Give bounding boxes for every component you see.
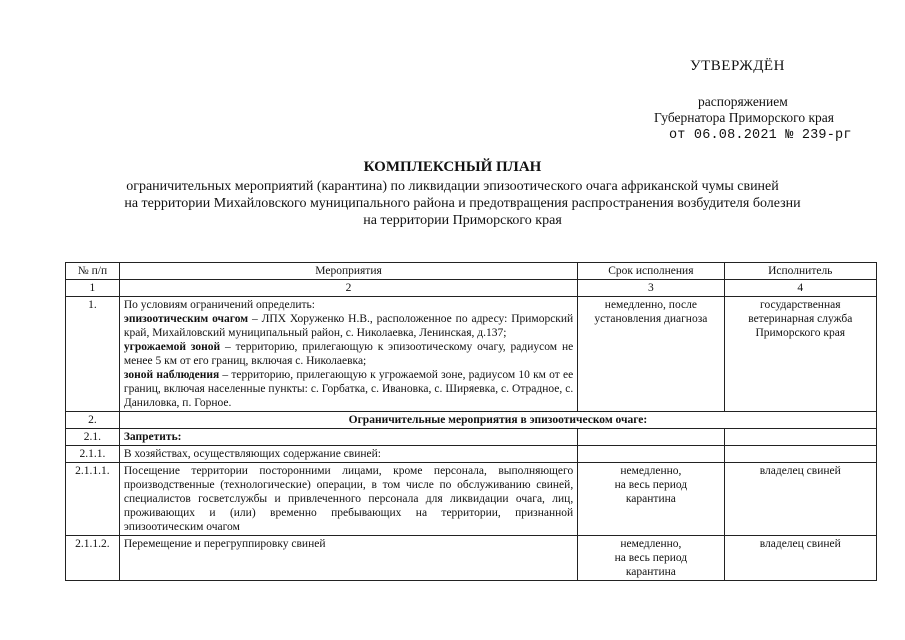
document-title: КОМПЛЕКСНЫЙ ПЛАН <box>363 159 542 175</box>
table-row <box>66 463 877 536</box>
term-cell <box>578 463 724 536</box>
term-cell: немедленно, после установления диагноза <box>578 297 724 412</box>
row-number: 2.1.1.2. <box>66 536 120 581</box>
row-number: 2.1.1.1. <box>66 463 120 536</box>
measure-cell <box>119 297 577 412</box>
measure-item <box>124 368 573 410</box>
section-heading-text: Ограничительные мероприятия в эпизоотическом очаге: <box>348 414 648 426</box>
measure-item <box>124 340 573 368</box>
plan-table <box>65 262 877 581</box>
measure-bold: Запретить: <box>123 431 182 443</box>
term-line: немедленно, <box>620 465 682 477</box>
executor-cell <box>724 446 876 463</box>
document-subtitle: на территории Михайловского муниципального района и предотвращения распространения возбудителя болезни <box>124 196 801 211</box>
header-cell: Исполнитель <box>724 263 876 280</box>
measure-cell: В хозяйствах, осуществляющих содержание свиней: <box>119 446 577 463</box>
measure-item <box>124 312 573 340</box>
header-cell: Срок исполнения <box>578 263 724 280</box>
column-number: 4 <box>724 280 876 297</box>
section-heading <box>119 412 876 429</box>
term-line: на весь период <box>614 479 688 491</box>
header-cell: Мероприятия <box>119 263 577 280</box>
decree-line: Губернатора Приморского края <box>654 110 834 125</box>
term-bold: угрожаемой зоной <box>123 341 221 353</box>
executor-cell <box>724 429 876 446</box>
measure-cell <box>119 429 577 446</box>
table-header-row <box>66 263 877 280</box>
executor-cell: владелец свиней <box>724 536 876 581</box>
table-row <box>66 536 877 581</box>
term-cell <box>578 429 724 446</box>
column-number: 2 <box>119 280 577 297</box>
term-cell <box>578 536 724 581</box>
table-row <box>66 412 877 429</box>
column-number: 1 <box>66 280 120 297</box>
row-number: 1. <box>66 297 120 412</box>
column-number-row <box>66 280 877 297</box>
measure-intro: По условиям ограничений определить: <box>123 299 315 311</box>
term-cell <box>578 446 724 463</box>
term-line: карантина <box>625 493 676 505</box>
row-number: 2. <box>66 412 120 429</box>
measure-cell: Посещение территории посторонними лицами, кроме персонала, выполняющего производственные (технологические) операции, в том числе по обслуживанию свиней, специалистов госветслужбы и привлеченного персонала для ликвидации очага, лиц, проживающих и (или) временно пребывающих на территории, признанной эпизоотическим очагом <box>119 463 577 536</box>
approval-stamp: УТВЕРЖДЁН <box>690 58 785 74</box>
term-text: – территорию, прилегающую к эпизоотическому очагу, радиусом не менее 5 км от его границ, включая с. Николаевка; <box>123 341 574 367</box>
decree-date-number: от 06.08.2021 № 239-рг <box>669 128 852 143</box>
table-row <box>66 297 877 412</box>
term-bold: эпизоотическим очагом <box>123 313 249 325</box>
header-cell: № п/п <box>66 263 120 280</box>
row-number: 2.1. <box>66 429 120 446</box>
document-subtitle: ограничительных мероприятий (карантина) по ликвидации эпизоотического очага африканской чумы свиней <box>126 179 779 194</box>
decree-line: распоряжением <box>698 94 788 109</box>
term-line: карантина <box>625 566 676 578</box>
column-number: 3 <box>578 280 724 297</box>
table-row <box>66 429 877 446</box>
term-line: на весь период <box>614 552 688 564</box>
row-number: 2.1.1. <box>66 446 120 463</box>
executor-cell: владелец свиней <box>724 463 876 536</box>
term-text: – территорию, прилегающую к угрожаемой зоне, радиусом 10 км от ее границ, включая населенные пункты: с. Горбатка, с. Ивановка, с. Ширяевка, с. Отрадное, с. Даниловка, п. Горное. <box>123 369 574 409</box>
term-line: немедленно, <box>620 538 682 550</box>
term-text: – ЛПХ Хоруженко Н.В., расположенное по адресу: Приморский край, Михайловский муниципальный район, с. Николаевка, Ленинская, д.137; <box>123 313 574 339</box>
executor-cell: государственная ветеринарная служба Приморского края <box>724 297 876 412</box>
term-bold: зоной наблюдения <box>123 369 220 381</box>
document-subtitle: на территории Приморского края <box>363 213 562 228</box>
table-row <box>66 446 877 463</box>
measure-cell: Перемещение и перегруппировку свиней <box>119 536 577 581</box>
